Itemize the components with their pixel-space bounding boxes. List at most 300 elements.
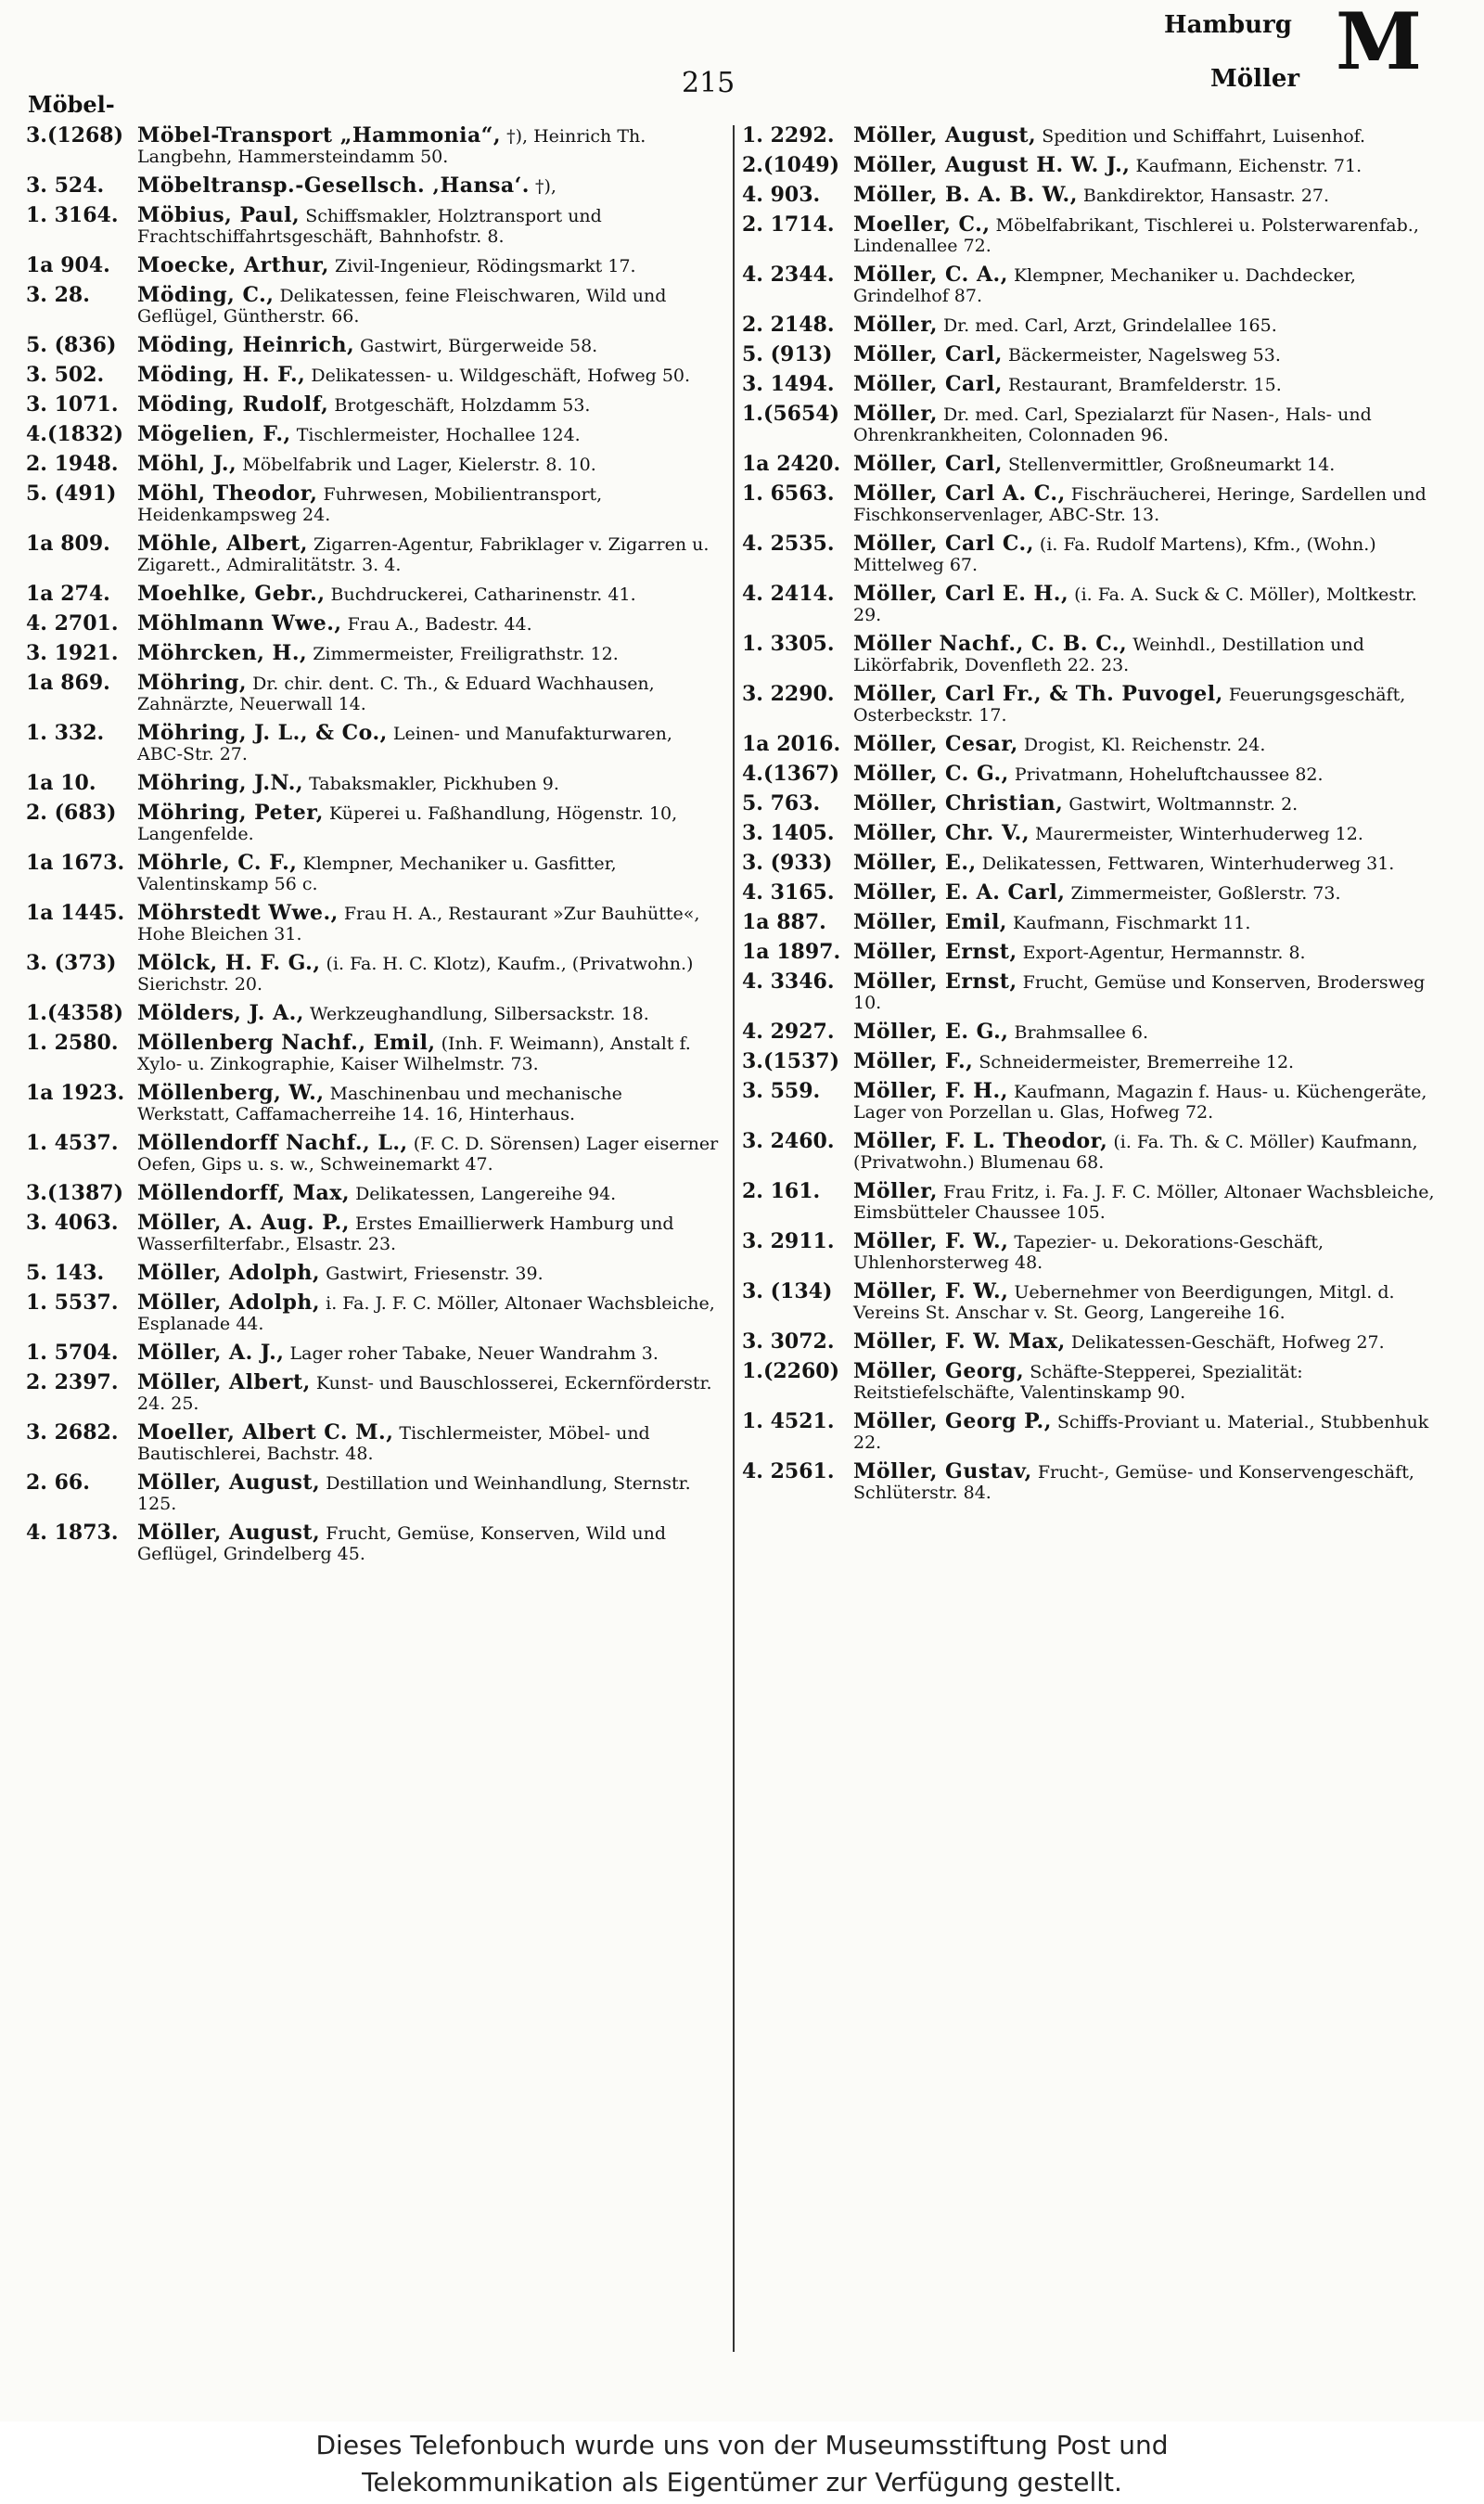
exchange-number: 3. 2682. [26, 1420, 119, 1445]
directory-entry [26, 1003, 720, 1024]
directory-entry [742, 1331, 1436, 1353]
entry-body [137, 1003, 720, 1024]
entry-details: (i. Fa. H. C. Klotz), Kaufm., (Privatwohn.) Sierichstr. 20. [137, 954, 694, 995]
entry-details: Maschinenbau und mechanische Werkstatt, Caffamacherreihe 14. 16, Hinterhaus. [137, 1084, 622, 1124]
directory-entry [26, 1213, 720, 1254]
entry-body [137, 365, 720, 386]
directory-entry [26, 394, 720, 416]
entry-name: Möller, F. W. Max, [853, 1329, 1066, 1354]
entry-details: Werkzeughandlung, Silbersackstr. 18. [310, 1004, 649, 1024]
exchange-number: 1a 809. [26, 532, 110, 556]
directory-entry [742, 1411, 1436, 1453]
entry-name: Mölck, H. F. G., [137, 951, 321, 975]
directory-entry [742, 912, 1436, 933]
entry-name: Möding, C., [137, 283, 275, 307]
entry-body [137, 1263, 720, 1284]
entry-name: Möhrcken, H., [137, 641, 308, 665]
entry-name: Möller, Carl E. H., [853, 582, 1069, 606]
directory-entry [26, 1342, 720, 1364]
entry-details: Gastwirt, Bürgerweide 58. [360, 336, 598, 356]
entry-body [853, 214, 1436, 256]
directory-entry [26, 584, 720, 605]
exchange-number: 5. 763. [742, 791, 821, 815]
directory-entry [742, 1051, 1436, 1072]
directory-entry [26, 613, 720, 635]
directory-entry [742, 823, 1436, 844]
entry-details: Delikatessen, Langereihe 94. [355, 1184, 617, 1204]
city-heading: Hamburg [1164, 11, 1292, 39]
directory-entry [26, 365, 720, 386]
exchange-number: 2. 1714. [742, 212, 835, 237]
entry-details: Spedition und Schiffahrt, Luisenhof. [1042, 126, 1366, 147]
exchange-number: 4. 2701. [26, 611, 119, 636]
entry-body [137, 533, 720, 575]
entry-details: Frau H. A., Restaurant »Zur Bauhütte«, Hohe Bleichen 31. [137, 904, 700, 944]
exchange-number: 1. 4537. [26, 1131, 119, 1155]
entry-name: Möller, Ernst, [853, 940, 1017, 964]
exchange-number: 3. 2290. [742, 682, 835, 706]
entry-body [137, 853, 720, 894]
entry-name: Möding, Rudolf, [137, 392, 329, 417]
exchange-number: 2. 2148. [742, 313, 835, 337]
entry-details: Restaurant, Bramfelderstr. 15. [1007, 375, 1282, 395]
entry-details: Leinen- und Manufakturwaren, ABC-Str. 27. [137, 724, 672, 764]
entry-name: Möller, F., [853, 1049, 974, 1073]
entry-name: Möller, E. A. Carl, [853, 880, 1066, 905]
entry-body [853, 264, 1436, 306]
entry-details: Tabaksmakler, Pickhuben 9. [309, 774, 559, 794]
entry-body [853, 454, 1436, 475]
exchange-number: 4. 2535. [742, 532, 835, 556]
directory-entry [742, 1361, 1436, 1403]
entry-details: Stellenvermittler, Großneumarkt 14. [1007, 455, 1336, 475]
entry-details: Feuerungsgeschäft, Osterbeckstr. 17. [853, 685, 1406, 726]
entry-name: Möller, [853, 313, 938, 337]
directory-entry [742, 1021, 1436, 1043]
entry-name: Möllenberg, W., [137, 1081, 325, 1105]
entry-body [853, 584, 1436, 625]
entry-name: Möller, Georg P., [853, 1409, 1052, 1433]
entry-name: Möllendorff Nachf., L., [137, 1131, 408, 1155]
directory-entry [742, 483, 1436, 525]
directory-entry [742, 764, 1436, 785]
directory-entry [742, 344, 1436, 366]
entry-details: Export-Agentur, Hermannstr. 8. [1022, 943, 1306, 963]
entry-body [137, 1522, 720, 1564]
entry-name: Möller, Carl, [853, 342, 1003, 366]
entry-name: Möhring, J.N., [137, 771, 304, 795]
entry-details: Frucht-, Gemüse- und Konservengeschäft, Schlüterstr. 84. [853, 1462, 1414, 1503]
entry-name: Moecke, Arthur, [137, 253, 329, 277]
entry-body [137, 1472, 720, 1514]
entry-body [137, 125, 720, 167]
entry-body [853, 1461, 1436, 1503]
entry-name: Moeller, C., [853, 212, 991, 237]
entry-details: Gastwirt, Friesenstr. 39. [326, 1264, 544, 1284]
entry-name: Möding, Heinrich, [137, 333, 355, 357]
exchange-number: 1a 10. [26, 771, 96, 795]
entry-body [137, 285, 720, 327]
entry-body [853, 483, 1436, 525]
directory-entry [742, 734, 1436, 755]
entry-name: Möller, Carl A. C., [853, 482, 1066, 506]
exchange-number: 1.(2260) [742, 1359, 840, 1383]
exchange-number: 2. 66. [26, 1470, 90, 1495]
entry-details: †), [535, 176, 556, 197]
entry-details: (i. Fa. A. Suck & C. Möller), Moltkestr. 29. [853, 584, 1417, 625]
entry-name: Möllenberg Nachf., Emil, [137, 1031, 436, 1055]
entry-body [137, 175, 720, 197]
entry-body [853, 634, 1436, 675]
exchange-number: 3. 524. [26, 173, 105, 198]
entry-body [137, 903, 720, 944]
entry-name: Möller, August, [853, 123, 1037, 148]
exchange-number: 1. 3164. [26, 203, 119, 227]
entry-body [137, 483, 720, 525]
exchange-number: 4. 2927. [742, 1020, 835, 1044]
exchange-number: 1a 1445. [26, 901, 125, 925]
directory-entry [742, 214, 1436, 256]
entry-body [853, 533, 1436, 575]
entry-details: Möbelfabrikant, Tischlerei u. Polsterwarenfab., Lindenallee 72. [853, 215, 1419, 256]
entry-name: Möller, B. A. B. W., [853, 183, 1078, 207]
entry-details: Frucht, Gemüse, Konserven, Wild und Geflügel, Grindelberg 45. [137, 1523, 667, 1564]
entry-name: Möller, Carl, [853, 372, 1003, 396]
entry-details: Bäckermeister, Nagelsweg 53. [1007, 345, 1281, 366]
exchange-number: 5. (913) [742, 342, 833, 366]
entry-body [137, 1372, 720, 1414]
entry-details: Zimmermeister, Goßlerstr. 73. [1070, 883, 1341, 904]
directory-entry [26, 205, 720, 247]
entry-name: Möller, [853, 402, 938, 426]
entry-name: Möller, Ernst, [853, 969, 1017, 994]
entry-name: Möller, Gustav, [853, 1459, 1032, 1483]
exchange-number: 1a 904. [26, 253, 110, 277]
entry-details: Kaufmann, Eichenstr. 71. [1135, 156, 1362, 176]
exchange-number: 1a 869. [26, 671, 110, 695]
entry-details: Delikatessen, Fettwaren, Winterhuderweg 31. [981, 854, 1395, 874]
entry-body [853, 764, 1436, 785]
entry-name: Möller, Carl Fr., & Th. Puvogel, [853, 682, 1223, 706]
entry-details: Möbelfabrik und Lager, Kielerstr. 8. 10. [242, 455, 596, 475]
entry-name: Möller, August, [137, 1470, 321, 1495]
entry-name: Moehlke, Gebr., [137, 582, 326, 606]
entry-details: (F. C. D. Sörensen) Lager eiserner Oefen, Gips u. s. w., Schweinemarkt 47. [137, 1134, 719, 1175]
exchange-number: 3. 4063. [26, 1211, 119, 1235]
directory-entry [26, 255, 720, 276]
exchange-number: 4.(1832) [26, 422, 124, 446]
entry-details: Buchdruckerei, Catharinenstr. 41. [330, 584, 636, 605]
exchange-number: 3. 1405. [742, 821, 835, 845]
entry-body [853, 1131, 1436, 1173]
directory-entry [742, 942, 1436, 963]
entry-details: Zivil-Ingenieur, Rödingsmarkt 17. [335, 256, 636, 276]
entry-details: i. Fa. J. F. C. Möller, Altonaer Wachsbleiche, Esplanade 44. [137, 1293, 715, 1334]
entry-body [137, 394, 720, 416]
entry-name: Möding, H. F., [137, 363, 306, 387]
entry-body [853, 823, 1436, 844]
directory-entry [742, 882, 1436, 904]
entry-name: Möhring, Peter, [137, 801, 324, 825]
exchange-number: 3. (933) [742, 851, 833, 875]
exchange-number: 3. 1071. [26, 392, 119, 417]
exchange-number: 4. 903. [742, 183, 821, 207]
entry-name: Möller Nachf., C. B. C., [853, 632, 1128, 656]
entry-body [137, 454, 720, 475]
entry-body [137, 1083, 720, 1124]
entry-name: Möhrstedt Wwe., [137, 901, 339, 925]
entry-name: Möhle, Albert, [137, 532, 308, 556]
exchange-number: 4. 1873. [26, 1521, 119, 1545]
entry-body [853, 1411, 1436, 1453]
entry-name: Möbeltransp.-Gesellsch. ‚Hansa‘. [137, 173, 530, 198]
entry-name: Möhrle, C. F., [137, 851, 298, 875]
entry-name: Möhl, Theodor, [137, 482, 318, 506]
directory-entry [742, 684, 1436, 726]
entry-body [137, 613, 720, 635]
entry-body [853, 404, 1436, 445]
entry-details: Brahmsallee 6. [1014, 1022, 1149, 1043]
directory-entry [742, 404, 1436, 445]
entry-details: Dr. med. Carl, Spezialarzt für Nasen-, Hals- und Ohrenkrankheiten, Colonnaden 96. [853, 404, 1372, 445]
entry-name: Möller, Adolph, [137, 1261, 321, 1285]
directory-entry [26, 533, 720, 575]
entry-details: Tischlermeister, Hochallee 124. [296, 425, 581, 445]
entry-details: Privatmann, Hoheluftchaussee 82. [1014, 764, 1324, 785]
entry-name: Möller, F. W., [853, 1229, 1009, 1253]
exchange-number: 4. 2561. [742, 1459, 835, 1483]
directory-entry [26, 803, 720, 844]
entry-details: Frucht, Gemüse und Konserven, Brodersweg 10. [853, 972, 1426, 1013]
directory-entry [742, 315, 1436, 336]
entry-body [137, 1033, 720, 1074]
exchange-number: 1. 2292. [742, 123, 835, 148]
entry-body [853, 853, 1436, 874]
entry-body [853, 1081, 1436, 1123]
letter-heading: M [1336, 0, 1422, 87]
entry-body [137, 803, 720, 844]
entry-body [853, 942, 1436, 963]
exchange-number: 1a 1673. [26, 851, 125, 875]
entry-body [853, 734, 1436, 755]
entry-details: (i. Fa. Th. & C. Möller) Kaufmann, (Privatwohn.) Blumenau 68. [853, 1132, 1418, 1173]
entry-name: Möller, F. L. Theodor, [853, 1129, 1108, 1153]
directory-entry [26, 1472, 720, 1514]
entry-body [137, 1342, 720, 1364]
directory-entry [26, 1292, 720, 1334]
directory-entry [742, 454, 1436, 475]
footer-line-2: Telekommunikation als Eigentümer zur Verfügung gestellt. [362, 2467, 1122, 2498]
entry-details: Klempner, Mechaniker u. Dachdecker, Grindelhof 87. [853, 265, 1356, 306]
entry-details: Lager roher Tabake, Neuer Wandrahm 3. [289, 1343, 659, 1364]
entry-name: Möller, Cesar, [853, 732, 1018, 756]
exchange-number: 3. 2460. [742, 1129, 835, 1153]
entry-name: Möller, August H. W. J., [853, 153, 1131, 177]
entry-body [853, 125, 1436, 147]
exchange-number: 3. (373) [26, 951, 117, 975]
directory-entry [26, 454, 720, 475]
directory-entry [742, 533, 1436, 575]
entry-details: Erstes Emaillierwerk Hamburg und Wasserfilterfabr., Elsastr. 23. [137, 1213, 674, 1254]
entry-name: Moeller, Albert C. M., [137, 1420, 394, 1445]
exchange-number: 3.(1387) [26, 1181, 124, 1205]
exchange-number: 1. 5704. [26, 1341, 119, 1365]
exchange-number: 3.(1268) [26, 123, 124, 148]
directory-entry [26, 673, 720, 714]
directory-entry [26, 1133, 720, 1175]
exchange-number: 3. (134) [742, 1279, 833, 1303]
entry-details: Gastwirt, Woltmannstr. 2. [1068, 794, 1298, 815]
entry-details: Delikatessen- u. Wildgeschäft, Hofweg 50. [311, 366, 691, 386]
directory-entry [26, 125, 720, 167]
directory-entry [742, 1281, 1436, 1323]
range-heading: Möller [1210, 65, 1300, 93]
directory-entry [26, 1263, 720, 1284]
exchange-number: 1. 2580. [26, 1031, 119, 1055]
entry-name: Möhring, [137, 671, 248, 695]
entry-details: Schiffsmakler, Holztransport und Frachtschiffahrtsgeschäft, Bahnhofstr. 8. [137, 206, 602, 247]
directory-entry [742, 155, 1436, 176]
directory-entry [742, 185, 1436, 206]
directory-entry [26, 903, 720, 944]
footer-line-1: Dieses Telefonbuch wurde uns von der Museumsstiftung Post und [315, 2430, 1169, 2460]
entry-body [853, 344, 1436, 366]
exchange-number: 1. 4521. [742, 1409, 835, 1433]
directory-entry [26, 285, 720, 327]
entry-name: Möller, Adolph, [137, 1291, 321, 1315]
entry-body [853, 1231, 1436, 1273]
directory-entry [26, 723, 720, 764]
entry-body [853, 185, 1436, 206]
left-column [26, 125, 720, 1573]
directory-entry [742, 1181, 1436, 1223]
entry-name: Möller, E., [853, 851, 977, 875]
entry-details: Dr. med. Carl, Arzt, Grindelallee 165. [942, 315, 1277, 336]
entry-name: Möller, Albert, [137, 1370, 311, 1394]
directory-entry [26, 643, 720, 664]
directory-entry [742, 1461, 1436, 1503]
entry-details: Klempner, Mechaniker u. Gasfitter, Valentinskamp 56 c. [137, 854, 617, 894]
entry-name: Möller, Carl, [853, 452, 1003, 476]
directory-entry [26, 424, 720, 445]
footer-notice [0, 2421, 1484, 2504]
entry-details: †), Heinrich Th. Langbehn, Hammersteindamm 50. [137, 126, 646, 167]
entry-details: Kunst- und Bauschlosserei, Eckernförderstr. 24. 25. [137, 1373, 712, 1414]
exchange-number: 3. 3072. [742, 1329, 835, 1354]
entry-body [853, 684, 1436, 726]
directory-entry [26, 853, 720, 894]
directory-entry [742, 853, 1436, 874]
directory-entry [26, 1033, 720, 1074]
exchange-number: 1a 1923. [26, 1081, 125, 1105]
entry-details: Schäfte-Stepperei, Spezialität: Reitstiefelschäfte, Valentinskamp 90. [853, 1362, 1303, 1403]
entry-name: Möller, [853, 1179, 938, 1203]
entry-name: Möbel-Transport „Hammonia“, [137, 123, 502, 148]
exchange-number: 5. 143. [26, 1261, 105, 1285]
exchange-number: 3. 28. [26, 283, 90, 307]
entry-details: Frau Fritz, i. Fa. J. F. C. Möller, Altonaer Wachsbleiche, Eimsbütteler Chaussee 105. [853, 1182, 1435, 1223]
entry-details: Uebernehmer von Beerdigungen, Mitgl. d. Vereins St. Anschar v. St. Georg, Langereihe 16. [853, 1282, 1395, 1323]
exchange-number: 4. 2414. [742, 582, 835, 606]
entry-details: Bankdirektor, Hansastr. 27. [1082, 186, 1330, 206]
entry-details: Fischräucherei, Heringe, Sardellen und Fischkonservenlager, ABC-Str. 13. [853, 484, 1426, 525]
entry-name: Möbius, Paul, [137, 203, 301, 227]
entry-details: Schneidermeister, Bremerreihe 12. [979, 1052, 1295, 1072]
entry-name: Möhl, J., [137, 452, 237, 476]
entry-details: Kaufmann, Fischmarkt 11. [1013, 913, 1251, 933]
exchange-number: 4. 3165. [742, 880, 835, 905]
entry-body [853, 155, 1436, 176]
exchange-number: 1a 2420. [742, 452, 841, 476]
directory-entry [26, 483, 720, 525]
entry-body [137, 1213, 720, 1254]
directory-entry [26, 773, 720, 794]
directory-entry [26, 1522, 720, 1564]
exchange-number: 1a 274. [26, 582, 110, 606]
entry-details: Maurermeister, Winterhuderweg 12. [1035, 824, 1363, 844]
directory-entry [26, 953, 720, 995]
exchange-number: 1. 332. [26, 721, 105, 745]
exchange-number: 1. 3305. [742, 632, 835, 656]
directory-entry [26, 335, 720, 356]
exchange-number: 1a 2016. [742, 732, 841, 756]
exchange-number: 1a 887. [742, 910, 826, 934]
exchange-number: 3. 559. [742, 1079, 821, 1103]
exchange-number: 2. 2397. [26, 1370, 119, 1394]
directory-entry [742, 1131, 1436, 1173]
directory-entry [26, 1183, 720, 1204]
entry-name: Möller, August, [137, 1521, 321, 1545]
page-number: 215 [682, 67, 736, 99]
entry-details: Tapezier- u. Dekorations-Geschäft, Uhlenhorsterweg 48. [853, 1232, 1324, 1273]
entry-body [853, 1181, 1436, 1223]
exchange-number: 2.(1049) [742, 153, 840, 177]
entry-details: Dr. chir. dent. C. Th., & Eduard Wachhausen, Zahnärzte, Neuerwall 14. [137, 674, 655, 714]
exchange-number: 1. 6563. [742, 482, 835, 506]
entry-name: Möller, A. Aug. P., [137, 1211, 350, 1235]
entry-details: Weinhdl., Destillation und Likörfabrik, Dovenfleth 22. 23. [853, 635, 1364, 675]
entry-body [137, 255, 720, 276]
entry-details: Destillation und Weinhandlung, Sternstr. 125. [137, 1473, 691, 1514]
entry-name: Möller, C. G., [853, 762, 1009, 786]
entry-body [137, 1422, 720, 1464]
column-divider [733, 125, 735, 2352]
entry-details: Brotgeschäft, Holzdamm 53. [334, 395, 591, 416]
exchange-number: 2. 1948. [26, 452, 119, 476]
directory-entry [742, 1081, 1436, 1123]
entry-details: Küperei u. Faßhandlung, Högenstr. 10, Langenfelde. [137, 803, 678, 844]
entry-name: Möllendorff, Max, [137, 1181, 351, 1205]
exchange-number: 3. 1494. [742, 372, 835, 396]
directory-entry [742, 793, 1436, 815]
directory-entry [742, 584, 1436, 625]
entry-details: Zigarren-Agentur, Fabriklager v. Zigarren u. Zigarett., Admiralitätstr. 3. 4. [137, 534, 710, 575]
entry-body [137, 1183, 720, 1204]
exchange-number: 3. 1921. [26, 641, 119, 665]
entry-details: Drogist, Kl. Reichenstr. 24. [1023, 735, 1266, 755]
exchange-number: 1. 5537. [26, 1291, 119, 1315]
entry-body [137, 953, 720, 995]
entry-details: Fuhrwesen, Mobilientransport, Heidenkampsweg 24. [137, 484, 603, 525]
entry-body [137, 335, 720, 356]
entry-body [853, 374, 1436, 395]
entry-body [853, 1361, 1436, 1403]
entry-name: Möller, Georg, [853, 1359, 1025, 1383]
directory-entry [742, 374, 1436, 395]
entry-name: Möller, Emil, [853, 910, 1007, 934]
entry-name: Möller, F. W., [853, 1279, 1009, 1303]
directory-entry [26, 1083, 720, 1124]
